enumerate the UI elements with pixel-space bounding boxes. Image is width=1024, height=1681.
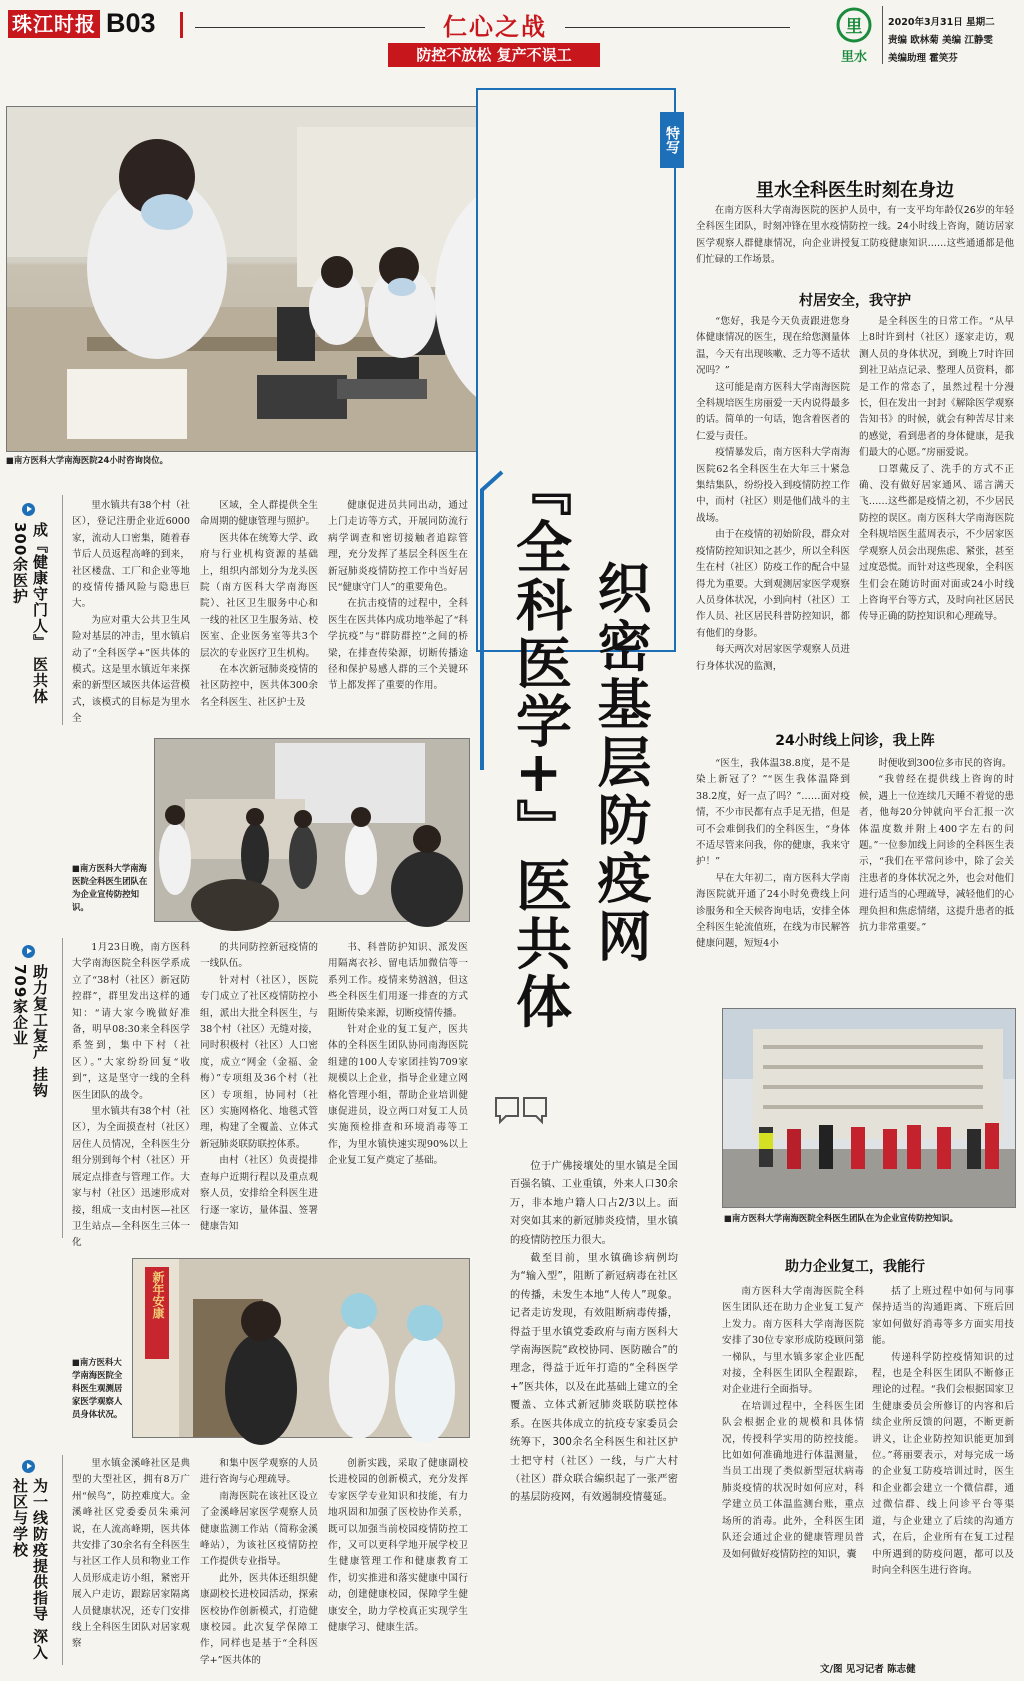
sec2-col-c [328, 940, 468, 1240]
article-col-b [859, 314, 1014, 714]
photo-caption-bottom-left: ■南方医科大学南海医院全科医生观测居家医学观察人员身体状况。 [72, 1357, 123, 1419]
paper-logo: 珠江时报 [8, 10, 100, 38]
sec1-col-c [328, 498, 468, 726]
section-2-bullet-icon [22, 945, 35, 958]
article-col-e [722, 1284, 864, 1624]
sec1-c-p2: 在抗击疫情的过程中，全科医生在医共体内成功地举起了“科学抗疫”与“群防群控”之间的桥梁，在排查传染源，切断传播途径和保护易感人群的三个关键环节上都发挥了重要的作用。 [328, 598, 468, 692]
masthead [0, 0, 1024, 72]
enterprise-scene-illustration [723, 1009, 1015, 1207]
col-f-p2: 传递科学防控疫情知识的过程，也是全科医生团队不断修正理论的过程。“我们会根据国家卫生健康委员会所修订的内容和后续企业所反馈的问题，不断更新讲义，让企业防控知识能更加到位。”蒋丽要表示，对每完成一场的企业复工防疫培训过时，医生和企业都会建立一个微信群，通过微信群、线上问诊平台等渠道，与企业建立了后续的沟通方式，在后，企业所有在复工过程中所遇到的防疫问题，都可以及时向全科医生进行咨询。 [872, 1351, 1014, 1576]
article-col-d [859, 756, 1014, 991]
sec2-b-p3: 由村（社区）负责提排查每户近期行程以及重点观察人员，安排给全科医生进行逐一家访，量体温、签署健康告知 [200, 1155, 318, 1232]
byline: 文/图 见习记者 陈志健 [820, 1664, 916, 1675]
photo-caption-right: ■南方医科大学南海医院全科医生团队在为企业宣传防控知识。 [724, 1213, 959, 1223]
col-b-p2: 口罩戴反了、洗手的方式不正确、没有做好居家通风、谣言满天飞……这些都是疫情之初，不少居民防控的误区。南方医科大学南海医院全科规培医生蓝周表示，不少居家医学观察人员会出现焦虑、紧张，甚至过度恐慌。而针对这些现象，全科医生们会在随访时面对面或24小时线上咨询平台等方式，及时向社区居民传导正确的防控知识和心理疏导。 [859, 463, 1014, 623]
sec2-c-p1: 书、科普防护知识、派发医用隔离衣衫、留电话加微信等一系列工作。疫情来势汹汹，但这些全科医生们用逐一排查的方式阻断传染来源，切断疫情传播。 [328, 942, 468, 1019]
issue-date: 2020年3月31日 星期二 [888, 17, 995, 28]
section-title: 仁心之战 [443, 13, 547, 41]
article-col-a [696, 314, 850, 714]
sec2-col-a [72, 940, 190, 1249]
article-title: 里水全科医生时刻在身边 [756, 180, 954, 201]
section-3-label: 为一线防疫提供指导 深入社区与学校 [11, 1478, 49, 1661]
sec2-a-p1: 1月23日晚，南方医科大学南海医院全科医学系成立了“38村（社区）新冠防控群”，群里发出这样的通知：“请大家今晚做好准备，明早08:30来全科医学系签到，集中下村（社区）。”大家纷纷回复“收到”，这是坚守一线的全科医生团队的战令。 [72, 942, 190, 1101]
sec1-b-p1: 区域，全人群提供全生命周期的健康管理与照护。 [200, 500, 318, 528]
article-subhead-3: 助力企业复工，我能行 [785, 1259, 925, 1275]
lishui-logo [832, 6, 876, 66]
sec1-col-a [72, 498, 190, 726]
col-e-p2: 在培训过程中，全科医生团队会根据企业的规模和具体情况，传授科学实用的防控技能。比如如何准确地进行体温测量，当员工出现了类似新型冠状病毒肺炎疫情的状况时如何应对，科学建立员工体温监测台账，重点场所的消毒。此外，全科医生团队还会通过企业的健康管理员普及如何做好疫情防控的知识，囊 [722, 1400, 864, 1560]
sec1-a-p1: 里水镇共有38个村（社区），登记注册企业近6000家，流动人口密集，随着春节后人员返程高峰的到来，社区楼盘、工厂和企业等地的疫情传播风险与隐患巨大。 [72, 500, 190, 610]
col-d-p2: “我曾经在提供线上咨询的时候，遇上一位连续几天睡不着觉的患者，他每20分钟就向平台汇报一次体温度数并附上400字左右的问题。”一位参加线上问诊的全科医生表示，“我们在平常问诊中，除了会关注患者的身体状况之外，也会对他们进行适当的心理疏导，减轻他们的心理负担和焦虑情绪，这提升患者的抵抗力非常重要。” [859, 774, 1014, 934]
sec3-b-p3: 此外，医共体还组织健康副校长进校园活动，探索医校协作创新模式，打造健康校园。此次复学保障工作，同样也是基于“全科医学+”医共体的 [200, 1572, 318, 1666]
col-c-p2: 早在大年初二，南方医科大学南海医院就开通了24小时免费线上问诊服务和全天候咨询电话，安排全体全科医生轮流值班，在线为市民解答健康问题，短短4小 [696, 872, 850, 950]
photo-home-observation [132, 1258, 470, 1438]
lishui-logo-text: 里水 [840, 50, 867, 65]
sec2-col-b [200, 940, 318, 1240]
section-1-rule [62, 495, 63, 725]
sec2-b-p1: 的共同防控新冠疫情的一线队伍。 [200, 942, 318, 970]
col-f-p1: 括了上班过程中如何与同事保持适当的沟通距离、下班后回家如何做好消毒等多方面实用技能。 [872, 1286, 1014, 1347]
article-subhead-2: 24小时线上问诊，我上阵 [775, 733, 935, 749]
intro-p1: 位于广佛接壤处的里水镇是全国百强名镇、工业重镇，外来人口30余万，非本地户籍人口占2/3以上。面对突如其来的新冠肺炎疫情，里水镇的疫情防控压力很大。 [510, 1161, 678, 1246]
quote-bubble-icon [492, 1094, 552, 1130]
sec3-col-b [200, 1456, 318, 1668]
home-visit-scene-illustration [133, 1259, 469, 1437]
col-a-p3: 疫情暴发后，南方医科大学南海医院62名全科医生在大年三十紧急集结集队，纷纷投入到疫情防控工作中，而村（社区）则是他们战斗的主战场。 [696, 447, 850, 524]
editors-line-1: 责编 欧林菊 美编 江静雯 [888, 35, 993, 46]
sec3-b-p1: 和集中医学观察的人员进行咨询与心理疏导。 [200, 1458, 318, 1486]
rule-left [195, 27, 425, 28]
sec3-a-p1: 里水镇金溪峰社区是典型的大型社区，拥有8万广州“候鸟”，防控难度大。金溪峰社区党委委员朱乘河说，在人流高峰期，医共体共安排了30余名有全科医生与社区工作人员和物业工作人员形成走访小组，紧密开展入户走访，跟踪居家隔离人员健康状况，还专门安排线上全科医生团队对居家观察 [72, 1458, 190, 1650]
photo-caption-top: ■南方医科大学南海医院24小时咨询岗位。 [6, 455, 168, 465]
page-code-bar [180, 12, 183, 38]
section-3-rule [62, 1455, 63, 1665]
sec2-c-p2: 针对企业的复工复产，医共体的全科医生团队协同南海医院组建的100人专家团挂钩709家规模以上企业，指导企业建立网格化管理小组，帮助企业培训健康促进员，设立两口对复工人员实施预检排查和环境消毒等工作，为里水镇快速实现90%以上企业复工复产奠定了基础。 [328, 1024, 468, 1167]
photo-caption-mid-left: ■南方医科大学南海医院全科医生团队在为企业宣传防控知识。 [72, 863, 148, 912]
headline-primary: 『全科医学+』医共体 [507, 460, 572, 1031]
intro-p2: 截至目前，里水镇确诊病例均为“输入型”，阻断了新冠病毒在社区的传播，未发生本地“人传人”现象。记者走访发现，有效阻断病毒传播，得益于里水镇党委政府与南方医科大学南海医院“政校协同、医防融合”的理念，得益于近年打造的“全科医学+”医共体，以及在此基础上建立的全覆盖、立体式新冠肺炎联防联控体系。在医共体成立的抗疫专家委员会统筹下，300余名全科医生和社区护士把守村（社区）一线，与广大村（社区）群众联合编织起了一张严密的基层防疫网，有效遏制疫情蔓延。 [510, 1253, 678, 1504]
sec1-b-p3: 在本次新冠肺炎疫情的社区防控中，医共体300余名全科医生、社区护士及 [200, 664, 318, 708]
svg-text:里: 里 [845, 17, 863, 37]
col-e-p1: 南方医科大学南海医院全科医生团队还在助力企业复工复产上发力。南方医科大学南海医院安排了30位专家形成防疫顾问第一梯队，与里水镇多家企业匹配对接，全科医生团队全程跟踪，对企业进行全面指导。 [722, 1286, 864, 1396]
intro-text [510, 1158, 678, 1608]
article-lead-text: 在南方医科大学南海医院的医护人员中，有一支平均年龄仅26岁的年轻全科医生团队，时刻冲锋在里水疫情防控一线。24小时线上咨询，随访居家医学观察人群健康情况，向企业讲授复工防疫健康知识……这些通通都是他们忙碌的工作场景。 [696, 205, 1014, 266]
talk-scene-illustration [155, 739, 469, 921]
sec3-c-p1: 创新实践，采取了健康副校长进校园的创新模式，充分发挥专家医学专业知识和技能，有力地巩固和加强了医校协作关系，既可以加强当前校园疫情防控工作，又可以更科学地开展学校卫生健康管理工作和健康教育工作，切实推进和落实健康中国行动，创建健康校园，保障学生健康安全，助力学校真正实现学生健康学习、健康生活。 [328, 1458, 468, 1634]
feature-tag: 特写 [660, 112, 684, 168]
page-code: B03 [106, 8, 156, 38]
headline-blue-bracket [476, 470, 506, 770]
col-a-p1: “您好，我是今天负责跟进您身体健康情况的医生，现在给您测量体温，今天有出现咳嗽、乏力等不适状况吗？” [696, 316, 850, 377]
section-1-label: 成『健康守门人』 医共体300余医护 [11, 522, 49, 705]
article-lead [696, 203, 1014, 269]
section-1-bullet-icon [22, 503, 35, 516]
section-3-bullet-icon [22, 1460, 35, 1473]
headline-secondary: 织密基层防疫网 [589, 560, 652, 966]
sec1-b-p2: 医共体在统筹大学、政府与行业机构资源的基础上，组织内部划分为龙头医院（南方医科大学南海医院）、社区卫生服务中心和一线的社区卫生服务站、校医室、企业医务室等共3个层次的专业医疗卫生机构。 [200, 532, 318, 659]
photo-banner-text: 新年安康 [151, 1271, 165, 1319]
col-b-p1: 是全科医生的日常工作。“从早上8时许到村（社区）逐家走访，观测人员的身体状况，到晚上7时许回到社卫站点记录、整理人员资料，都是工作的常态了，虽然过程十分漫长，但在发出一封封《解除医学观察告知书》的时候，就会有种苦尽甘来的感觉，看到患者的身体健康，是我们最大的心愿。”房丽爱说。 [859, 316, 1014, 459]
sec3-b-p2: 南海医院在该社区设立了金溪峰居家医学观察人员健康监测工作站（简称金溪峰站），为该社区疫情防控工作提供专业指导。 [200, 1490, 318, 1568]
sec3-col-c [328, 1456, 468, 1668]
sec2-b-p2: 针对村（社区），医院专门成立了社区疫情防控小组，派出大批全科医生，与38个村（社区）无缝对接，同时积极村（社区）人口密度，成立“网金（金福、金梅）”专项组及36个村（社区）专项组，协同村（社区）实施网格化、地毯式管理，构建了全覆盖、立体式新冠肺炎联防联控体系。 [200, 974, 318, 1150]
rule-right [565, 27, 790, 28]
article-col-f [872, 1284, 1014, 1624]
sec3-col-a [72, 1456, 190, 1668]
section-2-rule [62, 938, 63, 1238]
photo-enterprise-talk [154, 738, 470, 922]
col-c-p1: “医生，我体温38.8度，是不是染上新冠了？”“医生我体温降到38.2度，好一点了吗？”……面对疫情，不少市民都有点手足无措，但是可不会难倒我们的全科医生，“身体不适尽管来问我，你的健康，我来守护！” [696, 758, 850, 868]
sec2-a-p2: 里水镇共有38个村（社区），为全面摸查村（社区）居住人员情况，全科医生分组分别到每个村（社区）开展定点排查与管理工作。大家与村（社区）迅速形成对接，组成一支由村医—社区卫生站点—全科医生三体一化 [72, 1106, 190, 1249]
col-a-p2: 这可能是南方医科大学南海医院全科规培医生房丽爱一天内说得最多的话。简单的一句话，饱含着医者的仁爱与责任。 [696, 381, 850, 442]
sec1-col-b [200, 498, 318, 726]
masthead-divider [882, 6, 883, 64]
editors-line-2: 美编助理 霍笑芬 [888, 53, 958, 64]
sec1-c-p1: 健康促进员共同出动，通过上门走访等方式，开展同防流行病学调查和密切接触者追踪管理，充分发挥了基层全科医生在新冠肺炎疫情防控工作中当好居民“健康守门人”的重要角色。 [328, 500, 468, 594]
article-subhead-1: 村居安全，我守护 [799, 293, 911, 309]
col-d-p1: 时便收到300位多市民的咨询。 [878, 758, 1012, 769]
section-2-label: 助力复工复产 挂钩709家企业 [11, 964, 49, 1099]
section-slogan: 防控不放松 复产不误工 [388, 43, 600, 67]
col-a-p5: 每天两次对居家医学观察人员进行身体状况的监测， [696, 644, 850, 672]
article-col-c [696, 756, 850, 991]
photo-enterprise-training [722, 1008, 1016, 1208]
sec1-a-p2: 为应对重大公共卫生风险对基层的冲击，里水镇启动了“全科医学+”医共体的模式。这是里水镇近年来探索的新型区域医共体运营模式，该模式的目标是为里水全 [72, 614, 190, 725]
col-a-p4: 由于在疫情的初始阶段，群众对疫情防控知识知之甚少，所以全科医生在村（社区）防疫工作的配合中显得尤为重要。大到观测居家医学观察人员身体状况，小到向村（社区）工作人员、社区居民科普防控知识，都有他们的身影。 [696, 529, 850, 639]
